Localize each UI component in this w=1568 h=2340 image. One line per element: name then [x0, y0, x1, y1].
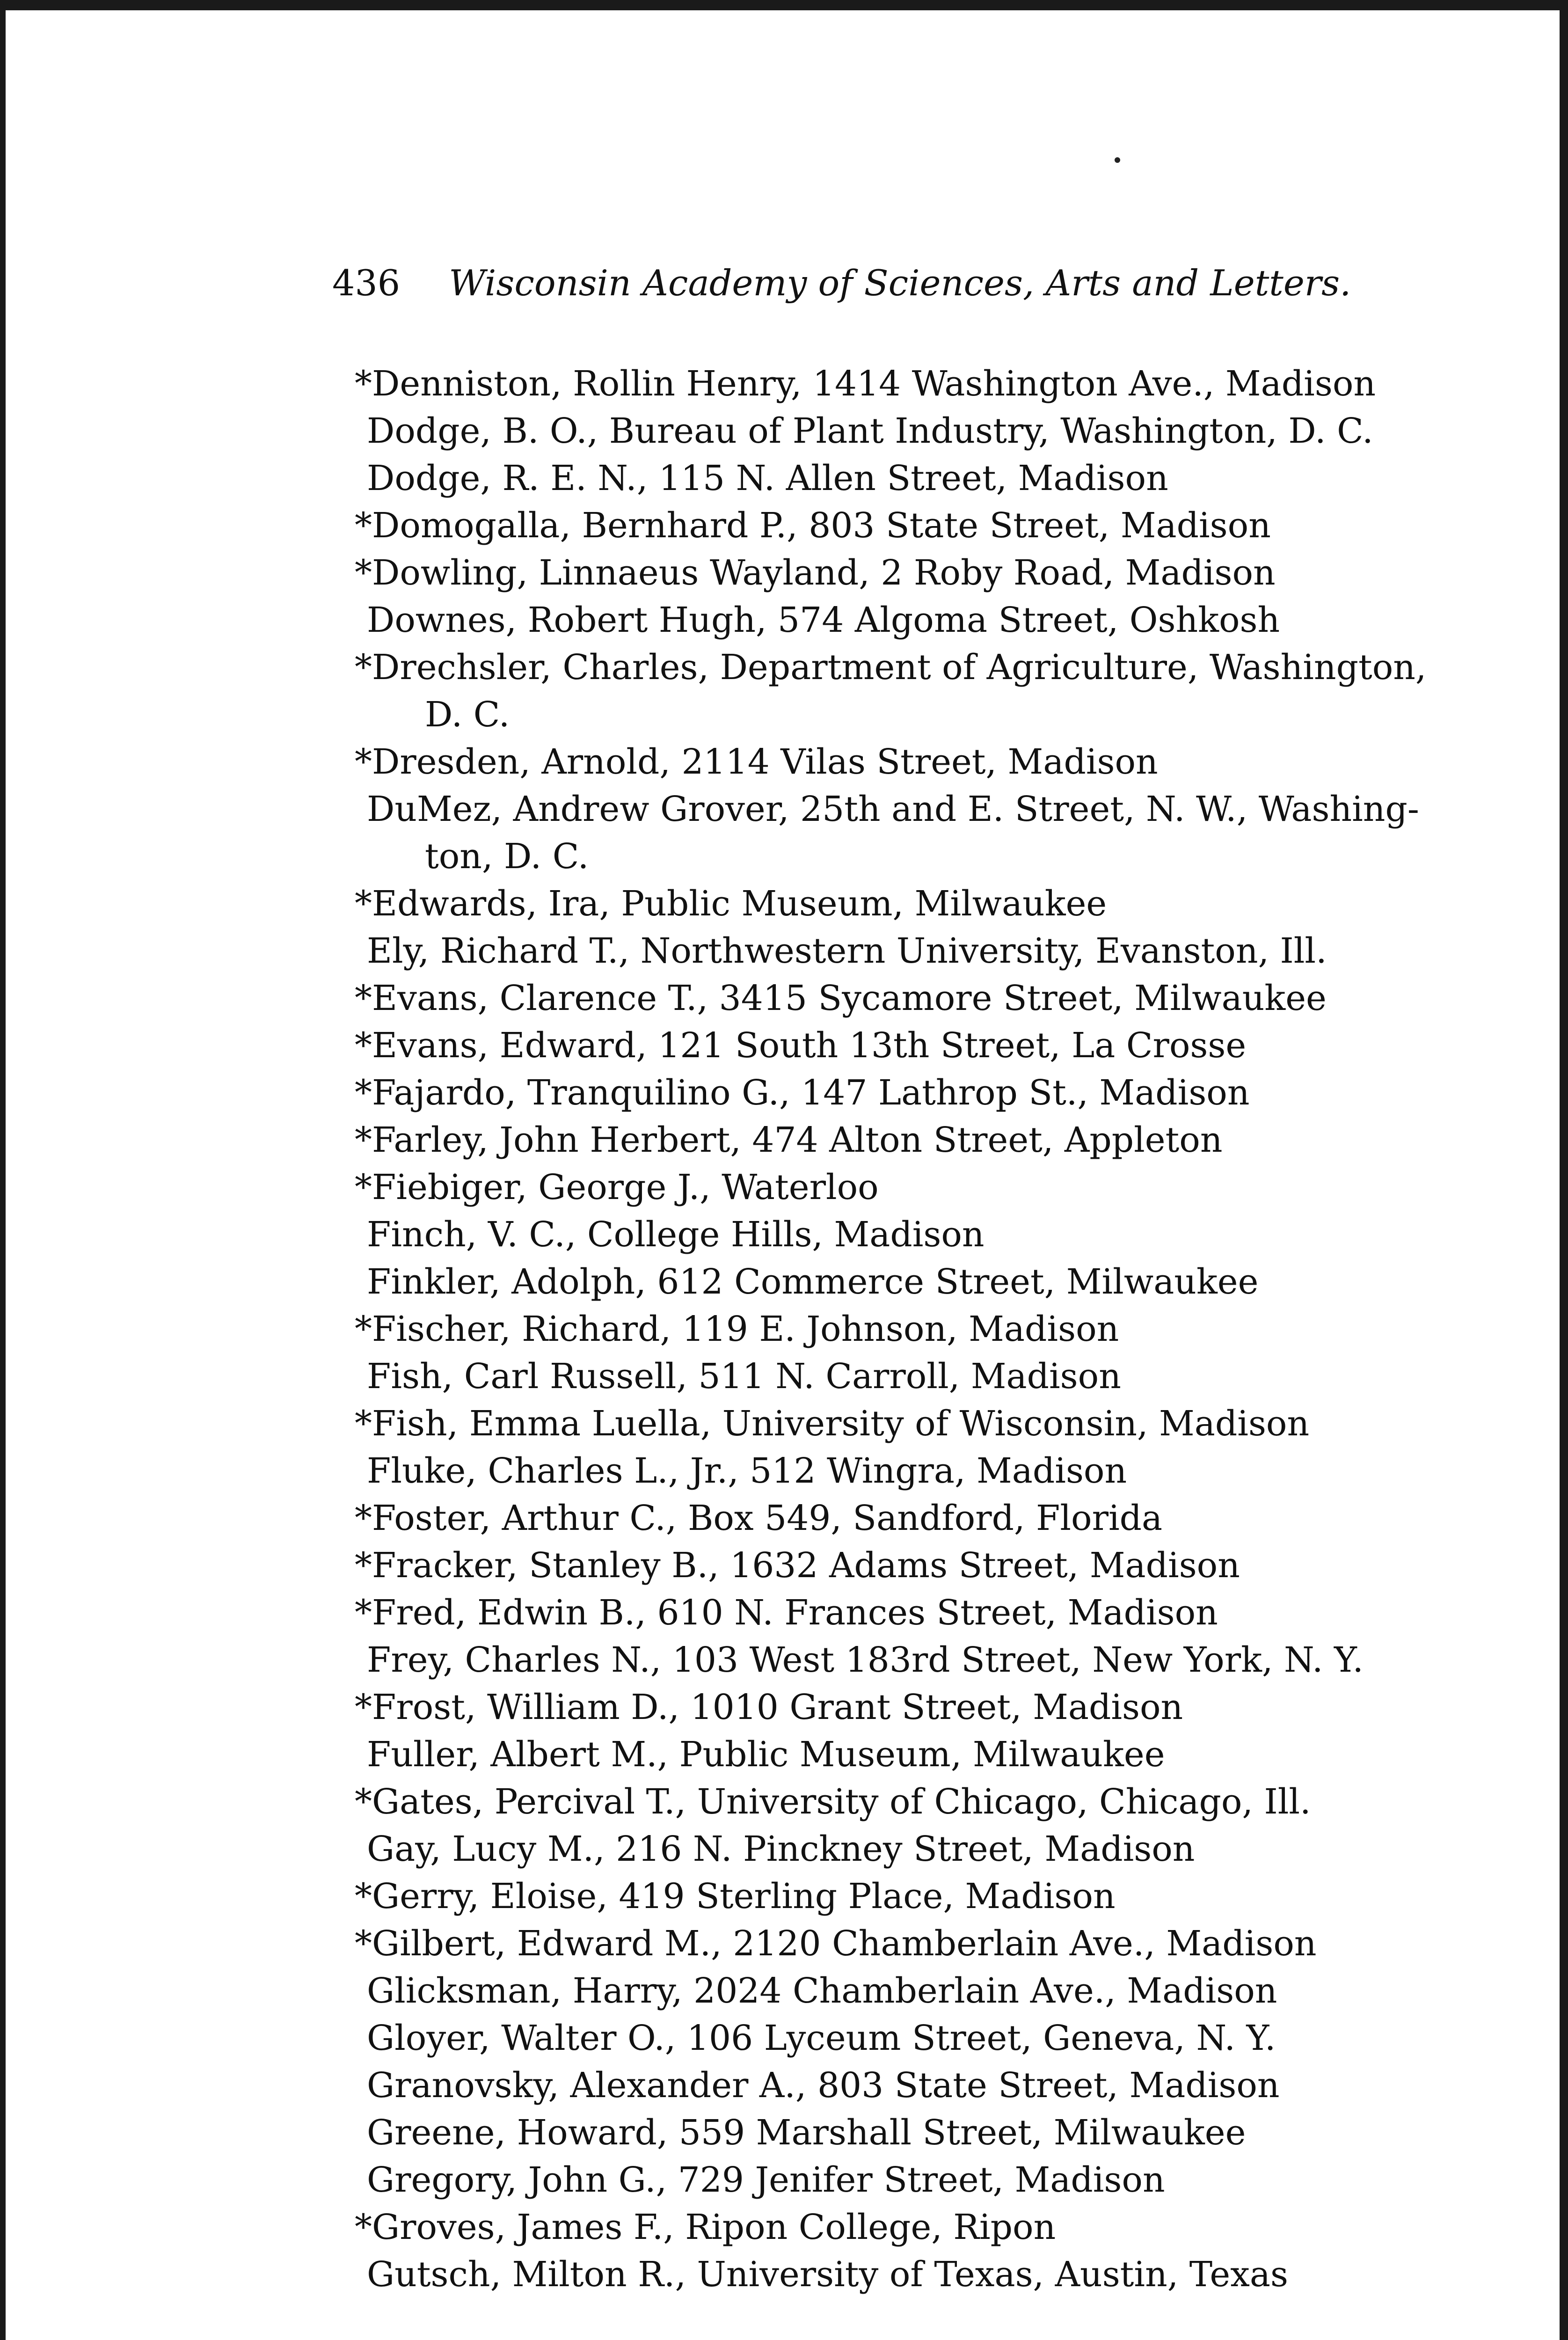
member-entry: Finch, V. C., College Hills, Madison [367, 1214, 985, 1255]
member-entry: Gay, Lucy M., 216 N. Pinckney Street, Madison [367, 1829, 1195, 1869]
member-entry: Glicksman, Harry, 2024 Chamberlain Ave., Madison [367, 1971, 1277, 2011]
member-entry: Ely, Richard T., Northwestern University, Evanston, Ill. [367, 931, 1327, 971]
member-entry: Finkler, Adolph, 612 Commerce Street, Milwaukee [367, 1262, 1259, 1302]
member-entry: DuMez, Andrew Grover, 25th and E. Street, N. W., Washing- [367, 789, 1419, 829]
member-entry: *Denniston, Rollin Henry, 1414 Washington Ave., Madison [355, 364, 1376, 404]
member-list [355, 360, 1460, 2298]
member-entry: *Gilbert, Edward M., 2120 Chamberlain Ave., Madison [355, 1923, 1317, 1964]
member-entry: *Fracker, Stanley B., 1632 Adams Street, Madison [355, 1545, 1240, 1586]
member-entry: *Drechsler, Charles, Department of Agriculture, Washington, [355, 647, 1427, 687]
member-entry: *Evans, Clarence T., 3415 Sycamore Street, Milwaukee [355, 978, 1327, 1018]
member-entry: *Groves, James F., Ripon College, Ripon [355, 2207, 1056, 2247]
page-number: 436 [332, 262, 401, 304]
scan-border-top [0, 0, 1568, 10]
member-entry: Fish, Carl Russell, 511 N. Carroll, Madison [367, 1356, 1121, 1397]
member-entry: *Dresden, Arnold, 2114 Vilas Street, Madison [355, 742, 1158, 782]
member-entry: Gregory, John G., 729 Jenifer Street, Madison [367, 2160, 1165, 2200]
member-entry: Fuller, Albert M., Public Museum, Milwaukee [367, 1734, 1165, 1775]
member-entry: Frey, Charles N., 103 West 183rd Street, New York, N. Y. [367, 1640, 1364, 1680]
scan-speck [1115, 157, 1120, 163]
member-entry: *Fish, Emma Luella, University of Wisconsin, Madison [355, 1404, 1310, 1444]
member-entry: *Fiebiger, George J., Waterloo [355, 1167, 879, 1207]
member-entry: Downes, Robert Hugh, 574 Algoma Street, Oshkosh [367, 600, 1280, 640]
member-entry-continuation: D. C. [425, 695, 510, 735]
member-entry: *Gates, Percival T., University of Chicago, Chicago, Ill. [355, 1782, 1311, 1822]
member-entry: *Evans, Edward, 121 South 13th Street, La Crosse [355, 1025, 1247, 1066]
member-entry: *Farley, John Herbert, 474 Alton Street, Appleton [355, 1120, 1223, 1160]
member-entry: Greene, Howard, 559 Marshall Street, Milwaukee [367, 2113, 1246, 2153]
member-entry: Gloyer, Walter O., 106 Lyceum Street, Geneva, N. Y. [367, 2018, 1276, 2058]
member-entry: *Fischer, Richard, 119 E. Johnson, Madison [355, 1309, 1119, 1349]
member-entry: *Fred, Edwin B., 610 N. Frances Street, Madison [355, 1593, 1218, 1633]
page-header [332, 262, 1408, 314]
member-entry: *Dowling, Linnaeus Wayland, 2 Roby Road, Madison [355, 553, 1276, 593]
member-entry: *Edwards, Ira, Public Museum, Milwaukee [355, 884, 1107, 924]
member-entry: Dodge, B. O., Bureau of Plant Industry, Washington, D. C. [367, 411, 1373, 451]
member-entry-continuation: ton, D. C. [425, 836, 589, 877]
member-entry: Fluke, Charles L., Jr., 512 Wingra, Madison [367, 1451, 1127, 1491]
member-entry: *Foster, Arthur C., Box 549, Sandford, Florida [355, 1498, 1163, 1538]
member-entry: *Fajardo, Tranquilino G., 147 Lathrop St., Madison [355, 1073, 1250, 1113]
member-entry: Gutsch, Milton R., University of Texas, Austin, Texas [367, 2254, 1289, 2295]
member-entry: *Gerry, Eloise, 419 Sterling Place, Madison [355, 1876, 1116, 1916]
member-entry: *Domogalla, Bernhard P., 803 State Street, Madison [355, 505, 1271, 546]
scan-border-right [1560, 0, 1568, 2340]
member-entry: Granovsky, Alexander A., 803 State Street, Madison [367, 2065, 1280, 2106]
scan-border-left [0, 0, 6, 2340]
member-entry: *Frost, William D., 1010 Grant Street, Madison [355, 1687, 1183, 1727]
member-entry: Dodge, R. E. N., 115 N. Allen Street, Madison [367, 458, 1168, 498]
running-title: Wisconsin Academy of Sciences, Arts and Letters. [449, 262, 1351, 304]
